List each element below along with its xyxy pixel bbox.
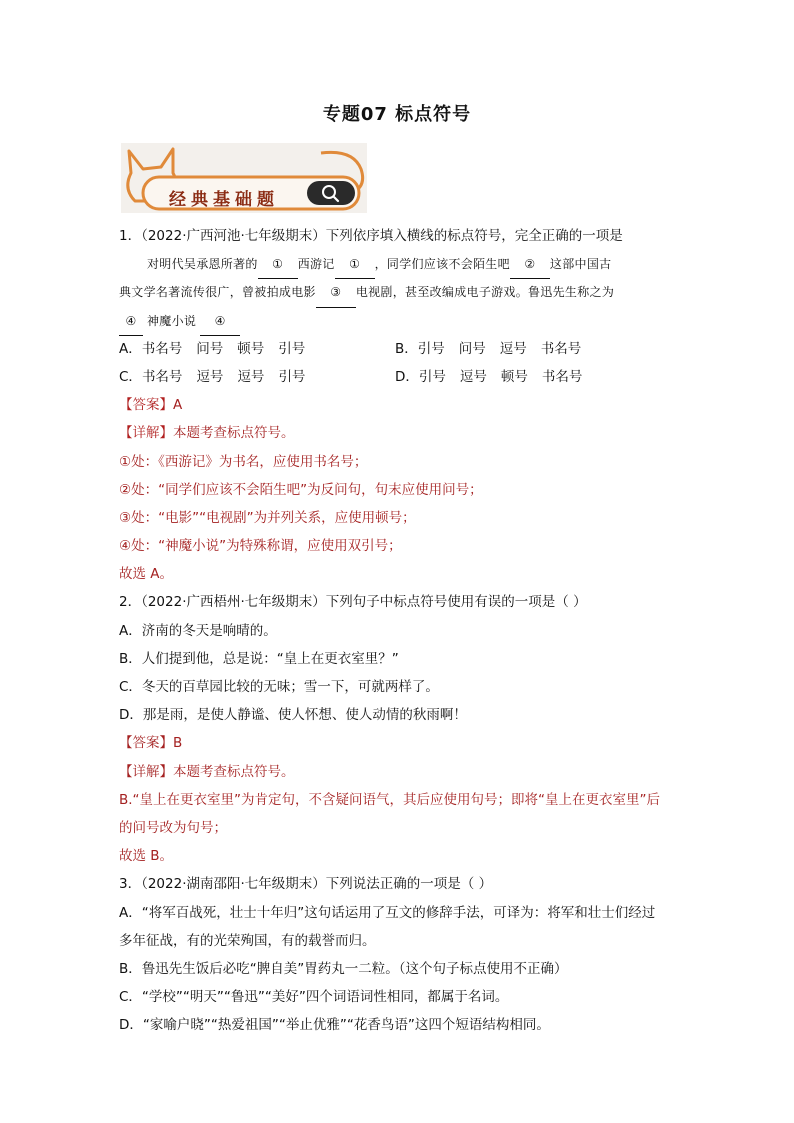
q1-explanation-3: ③处：“电影”“电视剧”为并列关系，应使用顿号； bbox=[119, 509, 416, 526]
q2-detail: 【详解】本题考查标点符号。 bbox=[119, 763, 295, 780]
q1-stem: 下列依序填入横线的标点符号，完全正确的一项是 bbox=[325, 228, 623, 244]
q1-answer: 【答案】A bbox=[119, 397, 183, 414]
blank-4b: ④ bbox=[200, 307, 240, 336]
q2-number: 2． bbox=[119, 594, 142, 611]
q1-options-row-1 bbox=[119, 335, 679, 363]
q3-stem: 下列说法正确的一项是（ ） bbox=[325, 876, 493, 893]
q2-stem: 下列句子中标点符号使用有误的一项是（ ） bbox=[325, 594, 587, 611]
page-title: 专题07 标点符号 bbox=[322, 104, 472, 125]
q1-explanation-2: ②处：“同学们应该不会陌生吧”为反问句，句末应使用问号； bbox=[119, 481, 483, 498]
q2-explanation-line-1: B.“皇上在更衣室里”为肯定句，不含疑问语气，其后应使用句号；即将“皇上在更衣室里”后 bbox=[119, 791, 661, 808]
q1-explanation-1: ①处：《西游记》为书名，应使用书名号； bbox=[119, 453, 368, 470]
q1-explanation-4: ④处：“神魔小说”为特殊称谓，应使用双引号； bbox=[119, 538, 402, 555]
q2-answer: 【答案】B bbox=[119, 735, 183, 752]
q3-option-d: D．“家喻户晓”“热爱祖国”“举止优雅”“花香鸟语”这四个短语结构相同。 bbox=[119, 1017, 550, 1034]
blank-4a: ④ bbox=[119, 307, 143, 336]
blank-2: ② bbox=[510, 250, 550, 279]
q1-option-c: C．书名号 逗号 逗号 引号 bbox=[119, 368, 306, 385]
q2-option-c: C．冬天的百草园比较的无味；雪一下，可就两样了。 bbox=[119, 679, 439, 695]
q3-option-a-line-1: A．“将军百战死，壮士十年归”这句话运用了互文的修辞手法，可译为：将军和壮士们经过 bbox=[119, 904, 656, 921]
q1-stem-line bbox=[119, 222, 679, 250]
q1-option-b: B．引号 问号 逗号 书名号 bbox=[395, 340, 582, 357]
blank-3: ③ bbox=[316, 278, 356, 307]
q1-options-row-2 bbox=[119, 363, 679, 391]
q1-conclusion: 故选 A。 bbox=[119, 566, 174, 583]
blank-1b: ① bbox=[335, 250, 375, 279]
q3-stem-line bbox=[119, 870, 679, 898]
blank-1a: ① bbox=[258, 250, 298, 279]
q3-option-a-line-2: 多年征战，有的光荣殉国，有的载誉而归。 bbox=[119, 932, 376, 949]
q2-stem-line bbox=[119, 588, 679, 616]
q1-detail: 【详解】本题考查标点符号。 bbox=[119, 425, 295, 442]
q2-source: （2022·广西梧州·七年级期末） bbox=[141, 594, 326, 611]
section-banner bbox=[121, 143, 367, 213]
banner-label: 经典基础题 bbox=[169, 190, 279, 210]
q3-source: （2022·湖南邵阳·七年级期末） bbox=[141, 876, 326, 893]
q2-conclusion: 故选 B。 bbox=[119, 848, 174, 865]
q3-option-c: C．“学校”“明天”“鲁迅”“美好”四个词语词性相同，都属于名词。 bbox=[119, 989, 509, 1006]
q3-number: 3． bbox=[119, 876, 142, 893]
q1-option-a: A．书名号 问号 顿号 引号 bbox=[119, 340, 306, 357]
q3-option-b: B．鲁迅先生饭后必吃“脾自美”胃药丸一二粒。（这个句子标点使用不正确） bbox=[119, 960, 568, 977]
q1-passage-line-2: 典文学名著流传很广，曾被拍成电影 ③ 电视剧，甚至改编成电子游戏。鲁迅先生称之为 bbox=[119, 278, 679, 306]
question-list bbox=[119, 222, 679, 1039]
q1-option-d: D．引号 逗号 顿号 书名号 bbox=[395, 368, 583, 385]
q1-passage-line-1: 对明代吴承恩所著的 ① 西游记 ① ，同学们应该不会陌生吧 ② 这部中国古 bbox=[119, 250, 679, 278]
q1-passage-line-3: ④ 神魔小说 ④ bbox=[119, 307, 679, 335]
q2-option-d: D．那是雨，是使人静谧、使人怀想、使人动情的秋雨啊！ bbox=[119, 707, 467, 724]
q1-source: （2022·广西河池·七年级期末） bbox=[141, 228, 326, 244]
q2-option-a: A．济南的冬天是响晴的。 bbox=[119, 622, 277, 639]
q2-explanation-line-2: 的问号改为句号； bbox=[119, 819, 227, 836]
q2-option-b: B．人们提到他，总是说：“皇上在更衣室里？” bbox=[119, 650, 399, 667]
q1-number: 1． bbox=[119, 228, 142, 244]
